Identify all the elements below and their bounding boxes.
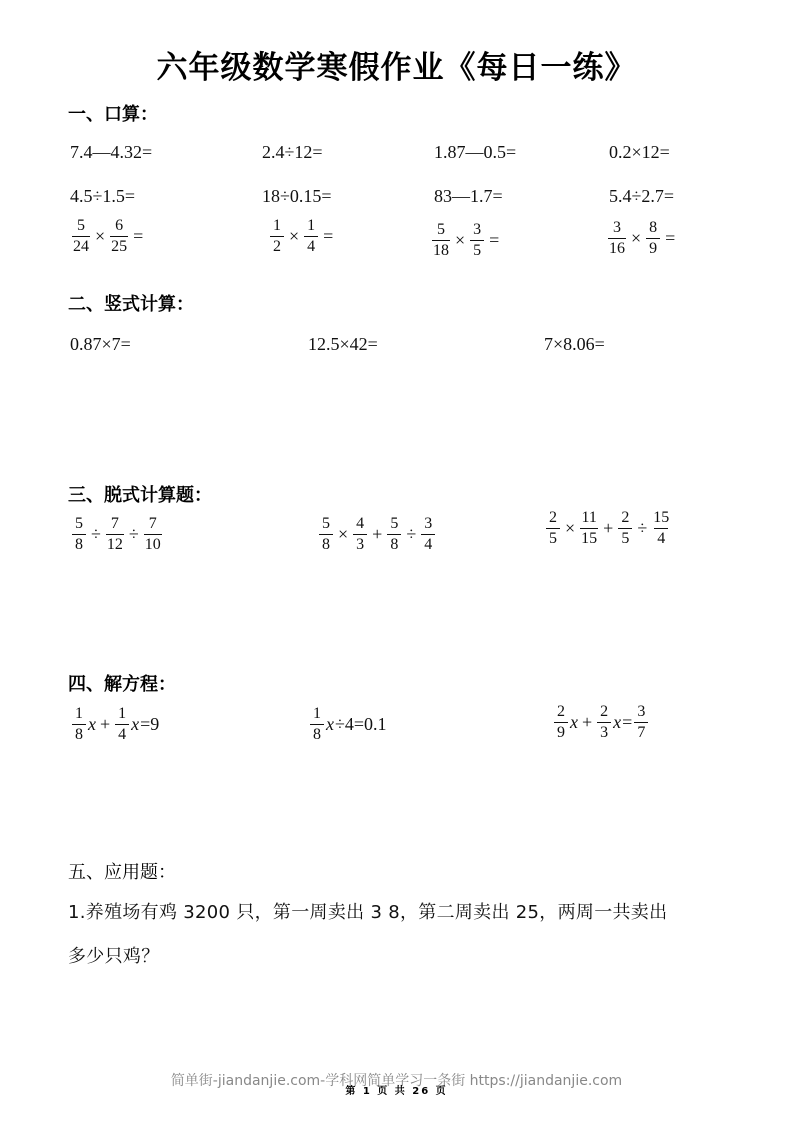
step-calc-item: $\frac{5}{8}$ ÷ $\frac{7}{12}$ ÷ $\frac{7}{10}$: [70, 516, 164, 553]
page-title: 六年级数学寒假作业《每日一练》: [156, 50, 637, 86]
fraction-product-item: $\frac{3}{16}$ × $\frac{8}{9}$ =: [609, 219, 676, 257]
fraction: $\frac{3}{4}$: [421, 516, 435, 553]
fraction: $\frac{5}{18}$: [433, 221, 449, 259]
word-problem-line: 多少只鸡？: [68, 946, 160, 967]
fraction: $\frac{15}{4}$: [653, 509, 670, 547]
vertical-calc-item: 0.87×7=: [70, 334, 131, 354]
fraction: $\frac{7}{12}$: [106, 515, 123, 553]
section-heading-mental-arithmetic: 一、口算：: [68, 104, 158, 125]
arithmetic-item: 83—1.7=: [434, 186, 503, 206]
section-heading-equations: 四、解方程：: [68, 674, 176, 695]
fraction: $\frac{2}{9}$: [554, 704, 568, 741]
vertical-calc-item: 12.5×42=: [308, 334, 378, 354]
arithmetic-item: 0.2×12=: [609, 142, 670, 162]
equation-item: $\frac{1}{8}$ x ÷4=0.1: [308, 706, 387, 743]
page-number: 第 1 页 共 26 页: [345, 1086, 448, 1097]
fraction: $\frac{1}{4}$: [115, 706, 129, 743]
fraction-product-item: $\frac{5}{18}$ × $\frac{3}{5}$ =: [433, 221, 500, 259]
fraction: $\frac{6}{25}$: [111, 217, 128, 255]
equation-item: $\frac{2}{9}$ x + $\frac{2}{3}$ x = $\frac{3}{7}$: [552, 704, 650, 741]
arithmetic-item: 1.87—0.5=: [434, 142, 517, 162]
fraction-product-item: $\frac{1}{2}$ × $\frac{1}{4}$ =: [268, 218, 336, 255]
fraction: $\frac{1}{4}$: [304, 218, 318, 255]
fraction: $\frac{1}{8}$: [310, 706, 324, 743]
fraction: $\frac{5}{8}$: [387, 516, 401, 553]
section-heading-word-problems: 五、应用题：: [68, 862, 176, 883]
fraction: $\frac{5}{24}$: [73, 217, 89, 255]
fraction: $\frac{2}{5}$: [618, 510, 632, 547]
arithmetic-item: 4.5÷1.5=: [70, 186, 136, 206]
fraction: $\frac{3}{7}$: [634, 704, 648, 741]
section-heading-vertical-calculation: 二、竖式计算：: [68, 294, 194, 315]
equation-item: $\frac{1}{8}$ x + $\frac{1}{4}$ x =9: [70, 706, 159, 743]
fraction: $\frac{2}{3}$: [597, 704, 611, 741]
step-calc-item: $\frac{5}{8}$ × $\frac{4}{3}$ + $\frac{5}{8}$ ÷ $\frac{3}{4}$: [317, 516, 437, 553]
fraction: $\frac{11}{15}$: [581, 509, 598, 547]
section-heading-step-calculation: 三、脱式计算题：: [68, 485, 212, 506]
fraction: $\frac{5}{8}$: [72, 516, 86, 553]
fraction: $\frac{8}{9}$: [646, 220, 660, 257]
fraction: $\frac{3}{16}$: [609, 219, 625, 257]
fraction: $\frac{2}{5}$: [546, 510, 560, 547]
fraction: $\frac{7}{10}$: [144, 515, 161, 553]
fraction: $\frac{1}{2}$: [270, 218, 284, 255]
fraction-product-item: $\frac{5}{24}$ × $\frac{6}{25}$ =: [73, 217, 144, 255]
fraction: $\frac{5}{8}$: [319, 516, 333, 553]
fraction: $\frac{4}{3}$: [353, 516, 367, 553]
vertical-calc-item: 7×8.06=: [544, 334, 605, 354]
watermark: 简单街-jiandanjie.com-学科网简单学习一条街 https://jiandanjie.com: [170, 1073, 623, 1089]
arithmetic-item: 18÷0.15=: [262, 186, 332, 206]
word-problem-line: 1.养殖场有鸡 3200 只，第一周卖出 3 8，第二周卖出 25，两周一共卖出: [68, 902, 668, 923]
fraction: $\frac{3}{5}$: [470, 222, 484, 259]
fraction: $\frac{1}{8}$: [72, 706, 86, 743]
step-calc-item: $\frac{2}{5}$ × $\frac{11}{15}$ + $\frac{2}{5}$ ÷ $\frac{15}{4}$: [544, 510, 672, 547]
arithmetic-item: 5.4÷2.7=: [609, 186, 675, 206]
arithmetic-item: 2.4÷12=: [262, 142, 323, 162]
arithmetic-item: 7.4—4.32=: [70, 142, 153, 162]
